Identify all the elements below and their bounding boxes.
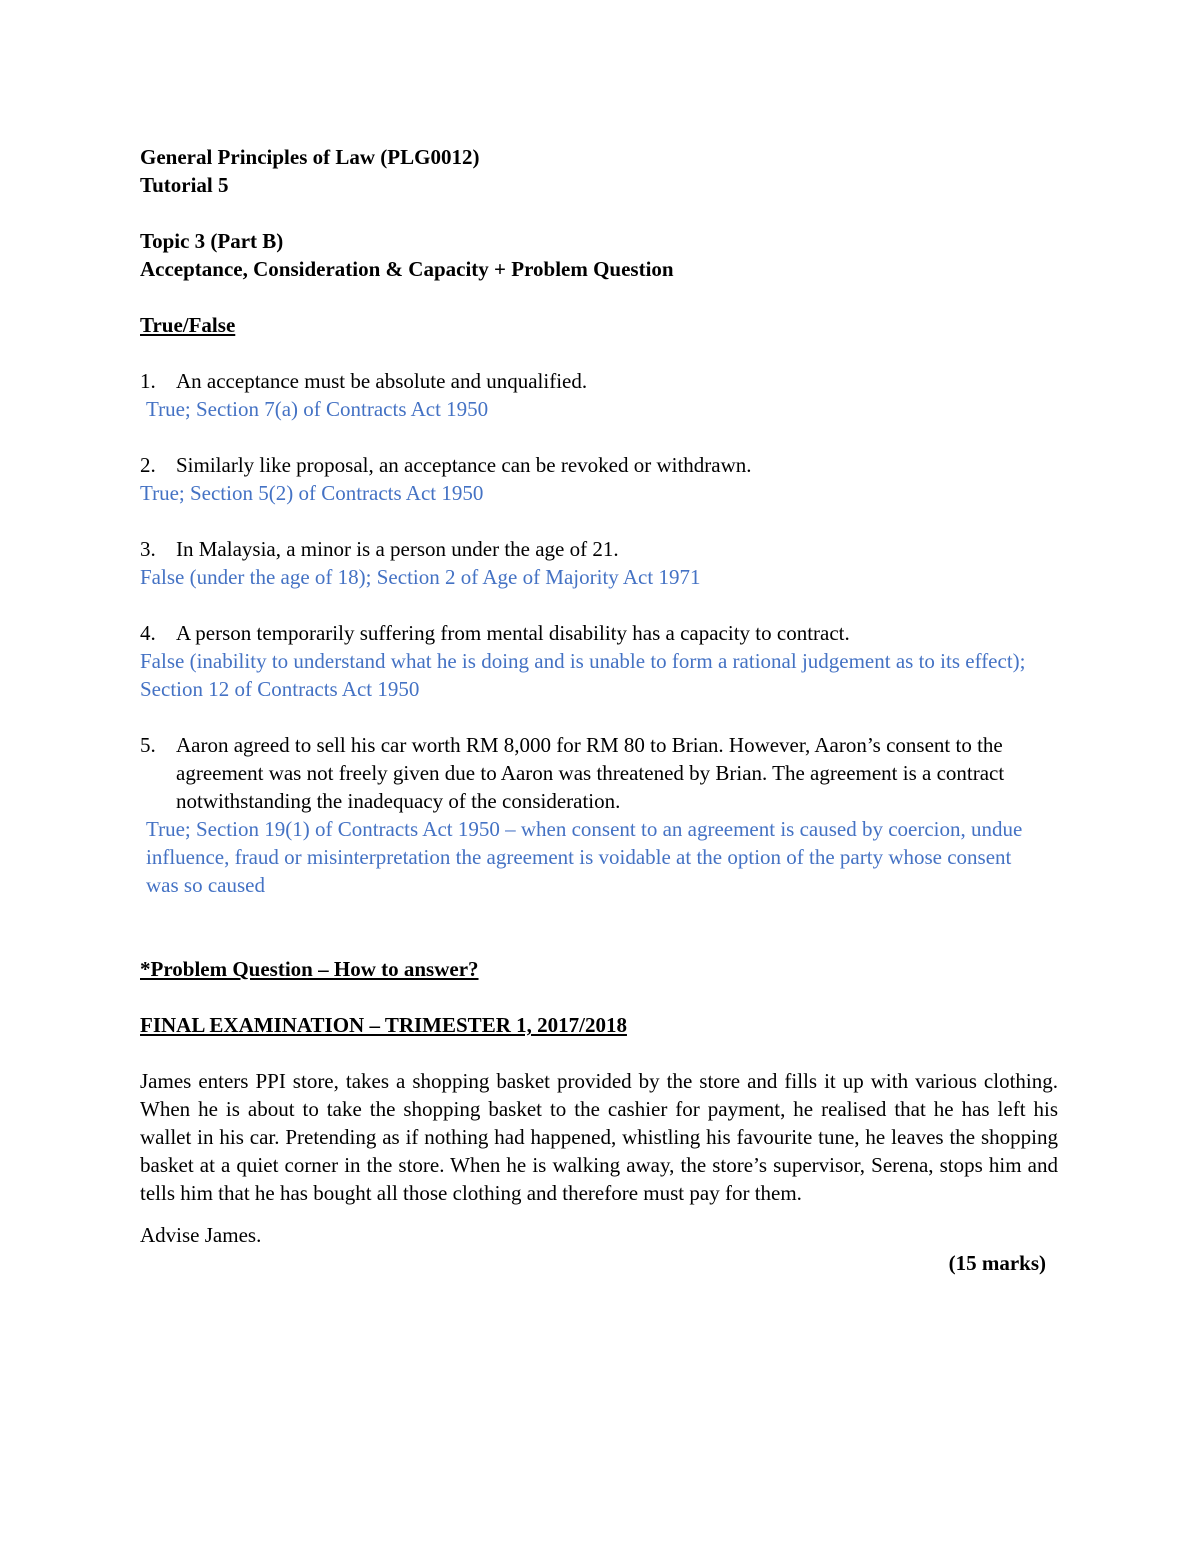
- question-text: In Malaysia, a minor is a person under the age of 21.: [176, 537, 619, 561]
- course-title: General Principles of Law (PLG0012): [140, 145, 480, 169]
- question-number: 2.: [140, 453, 156, 477]
- document-page: [140, 143, 1060, 1277]
- true-false-heading: True/False: [140, 313, 236, 337]
- question-text: Aaron agreed to sell his car worth RM 8,000 for RM 80 to Brian. However, Aaron’s consent to the agreement was not freely given due to Aaron was threatened by Brian. The agreement is a contract notwithstanding the inadequacy of the consideration.: [176, 733, 1005, 813]
- answer-2: True; Section 5(2) of Contracts Act 1950: [140, 481, 484, 505]
- answer-4: False (inability to understand what he is doing and is unable to form a rational judgement as to its effect); Section 12 of Contracts Act 1950: [140, 649, 1026, 701]
- tutorial-title: Tutorial 5: [140, 173, 229, 197]
- question-2: [140, 451, 1060, 479]
- question-text: Similarly like proposal, an acceptance can be revoked or withdrawn.: [176, 453, 752, 477]
- answer-1: True; Section 7(a) of Contracts Act 1950: [146, 397, 489, 421]
- topic-title: Topic 3 (Part B): [140, 229, 284, 253]
- question-1: [140, 367, 1060, 395]
- question-5: [140, 731, 1060, 815]
- question-number: 1.: [140, 369, 156, 393]
- question-number: 3.: [140, 537, 156, 561]
- problem-instruction: Advise James.: [140, 1223, 262, 1247]
- problem-scenario: James enters PPI store, takes a shopping basket provided by the store and fills it up with various clothing. When he is about to take the shopping basket to the cashier for payment, he realised that he has left his wallet in his car. Pretending as if nothing had happened, whistling his favourite tune, he leaves the shopping basket at a quiet corner in the store. When he is walking away, the store’s supervisor, Serena, stops him and tells him that he has bought all those clothing and therefore must pay for them.: [140, 1069, 1058, 1205]
- exam-heading: FINAL EXAMINATION – TRIMESTER 1, 2017/2018: [140, 1013, 627, 1037]
- question-number: 5.: [140, 733, 156, 757]
- question-4: [140, 619, 1060, 647]
- answer-3: False (under the age of 18); Section 2 of Age of Majority Act 1971: [140, 565, 701, 589]
- marks-label: (15 marks): [948, 1251, 1046, 1275]
- question-text: An acceptance must be absolute and unqualified.: [176, 369, 588, 393]
- question-3: [140, 535, 1060, 563]
- question-number: 4.: [140, 621, 156, 645]
- problem-question-heading: *Problem Question – How to answer?: [140, 957, 479, 981]
- topic-subtitle: Acceptance, Consideration & Capacity + Problem Question: [140, 257, 674, 281]
- question-text: A person temporarily suffering from mental disability has a capacity to contract.: [176, 621, 850, 645]
- answer-5: True; Section 19(1) of Contracts Act 1950 – when consent to an agreement is caused by coercion, undue influence, fraud or misinterpretation the agreement is voidable at the option of the party whose consent was so caused: [146, 817, 1023, 897]
